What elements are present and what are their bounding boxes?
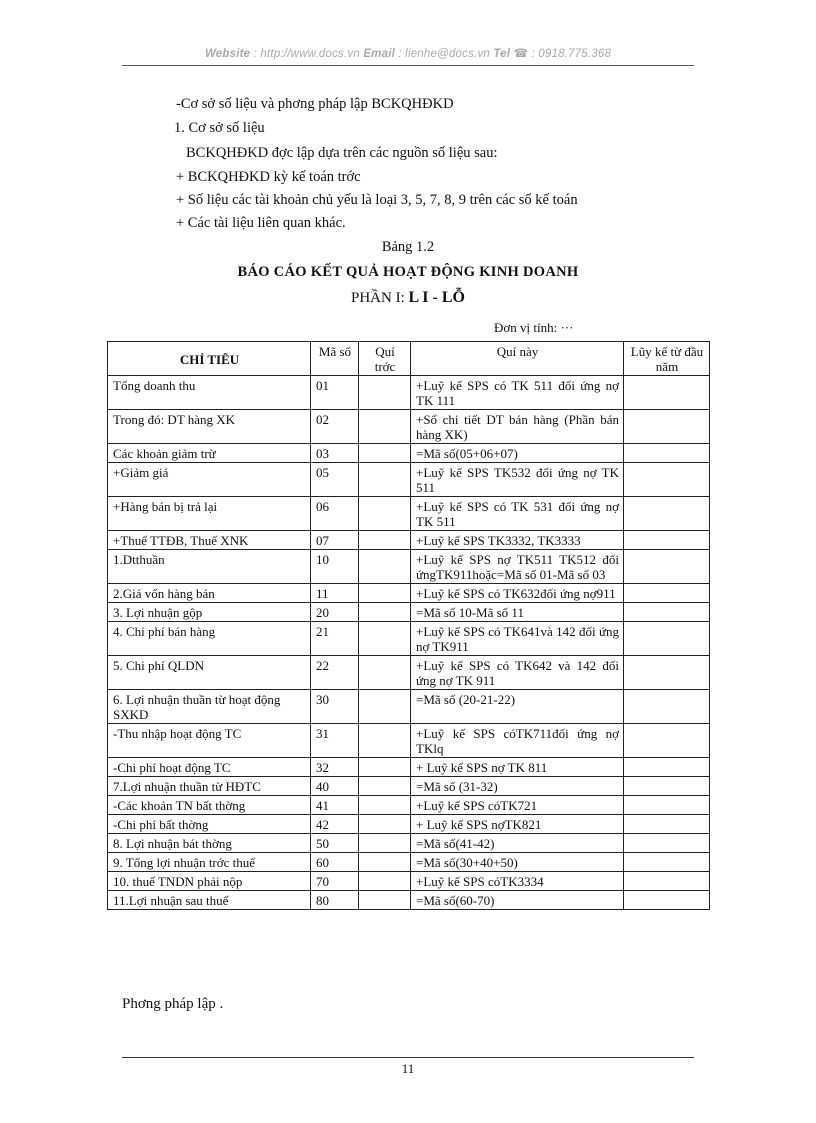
intro-line-4: + BCKQHĐKD kỳ kế toán trớc <box>176 169 361 185</box>
row-prev-quarter <box>359 758 411 777</box>
row-code: 07 <box>311 531 359 550</box>
row-accumulated <box>624 815 710 834</box>
part-name: L I - LỖ <box>408 289 465 306</box>
table-row <box>108 656 710 690</box>
row-method: +Luỹ kế SPS nợ TK511 TK512 đối ứngTK911hoặc=Mã số 01-Mã số 03 <box>411 550 624 584</box>
table-row <box>108 376 710 410</box>
row-accumulated <box>624 891 710 910</box>
row-method: +Luỹ kế SPS cóTK711đối ứng nợ TKlq <box>411 724 624 758</box>
row-prev-quarter <box>359 853 411 872</box>
row-name: -Chi phí hoạt động TC <box>108 758 311 777</box>
row-code: 01 <box>311 376 359 410</box>
row-accumulated <box>624 584 710 603</box>
row-name: +Giảm giá <box>108 463 311 497</box>
intro-line-6: + Các tài liệu liên quan khác. <box>176 215 346 231</box>
row-name: 5. Chi phí QLDN <box>108 656 311 690</box>
row-name: -Chi phí bất thờng <box>108 815 311 834</box>
row-code: 03 <box>311 444 359 463</box>
row-code: 70 <box>311 872 359 891</box>
intro-line-5: + Số liệu các tài khoản chủ yếu là loại 3, 5, 7, 8, 9 trên các sổ kế toán <box>176 192 578 208</box>
row-method: +Luỹ kế SPS cóTK721 <box>411 796 624 815</box>
row-prev-quarter <box>359 724 411 758</box>
table-row <box>108 777 710 796</box>
row-method: +Luỹ kế SPS có TK 511 đối ứng nợ TK 111 <box>411 376 624 410</box>
row-accumulated <box>624 603 710 622</box>
table-row <box>108 410 710 444</box>
intro-line-1: -Cơ sở số liệu và phơng pháp lập BCKQHĐKD <box>176 96 454 112</box>
row-accumulated <box>624 622 710 656</box>
row-prev-quarter <box>359 622 411 656</box>
row-code: 41 <box>311 796 359 815</box>
table-row <box>108 690 710 724</box>
row-accumulated <box>624 463 710 497</box>
row-name: 9. Tổng lợi nhuận trớc thuế <box>108 853 311 872</box>
row-method: +Sổ chi tiết DT bán hàng (Phần bán hàng XK) <box>411 410 624 444</box>
row-accumulated <box>624 531 710 550</box>
email-label: Email <box>363 48 395 60</box>
report-table <box>107 341 710 910</box>
row-name: Tổng doanh thu <box>108 376 311 410</box>
row-name: 8. Lợi nhuận bát thờng <box>108 834 311 853</box>
row-prev-quarter <box>359 584 411 603</box>
row-method: + Luỹ kế SPS nợTK821 <box>411 815 624 834</box>
row-code: 40 <box>311 777 359 796</box>
row-name: 1.Dtthuần <box>108 550 311 584</box>
row-prev-quarter <box>359 777 411 796</box>
row-name: +Hàng bán bị trả lại <box>108 497 311 531</box>
row-method: +Luỹ kế SPS cóTK3334 <box>411 872 624 891</box>
row-method: =Mã số(30+40+50) <box>411 853 624 872</box>
row-prev-quarter <box>359 463 411 497</box>
table-row <box>108 758 710 777</box>
row-code: 80 <box>311 891 359 910</box>
row-name: -Thu nhập hoạt động TC <box>108 724 311 758</box>
row-name: 2.Giá vốn hàng bán <box>108 584 311 603</box>
row-prev-quarter <box>359 891 411 910</box>
table-row <box>108 444 710 463</box>
table-row <box>108 463 710 497</box>
row-method: =Mã số 10-Mã số 11 <box>411 603 624 622</box>
method-heading: Phơng pháp lập . <box>122 996 224 1012</box>
row-code: 60 <box>311 853 359 872</box>
row-accumulated <box>624 690 710 724</box>
row-code: 42 <box>311 815 359 834</box>
row-prev-quarter <box>359 376 411 410</box>
row-name: Các khoản giảm trừ <box>108 444 311 463</box>
row-method: +Luỹ kế SPS có TK641và 142 đối ứng nợ TK911 <box>411 622 624 656</box>
tel-label: Tel <box>493 48 511 60</box>
table-caption: Bảng 1.2 <box>381 239 435 255</box>
table-header-row <box>108 342 710 376</box>
row-method: =Mã số (20-21-22) <box>411 690 624 724</box>
row-code: 11 <box>311 584 359 603</box>
row-accumulated <box>624 834 710 853</box>
row-accumulated <box>624 376 710 410</box>
row-method: =Mã số(60-70) <box>411 891 624 910</box>
row-prev-quarter <box>359 690 411 724</box>
row-name: 7.Lợi nhuận thuần từ HĐTC <box>108 777 311 796</box>
table-row <box>108 891 710 910</box>
footer-divider <box>122 1057 694 1058</box>
row-code: 50 <box>311 834 359 853</box>
header-code: Mã số <box>311 342 359 376</box>
table-row <box>108 603 710 622</box>
row-code: 21 <box>311 622 359 656</box>
table-row <box>108 622 710 656</box>
tel-value: ☎ : 0918.775.368 <box>510 48 612 60</box>
unit-label: Đơn vị tính: ··· <box>494 320 574 335</box>
intro-line-2: 1. Cơ sở số liệu <box>174 120 265 136</box>
row-prev-quarter <box>359 872 411 891</box>
header-accum: Lũy kế từ đầu năm <box>624 342 710 376</box>
row-method: =Mã số(41-42) <box>411 834 624 853</box>
row-accumulated <box>624 758 710 777</box>
table-row <box>108 872 710 891</box>
row-prev-quarter <box>359 531 411 550</box>
row-accumulated <box>624 410 710 444</box>
row-code: 02 <box>311 410 359 444</box>
row-code: 06 <box>311 497 359 531</box>
row-accumulated <box>624 550 710 584</box>
row-name: 10. thuế TNDN phải nộp <box>108 872 311 891</box>
row-name: 4. Chi phí bán hàng <box>108 622 311 656</box>
intro-line-3: BCKQHĐKD đợc lập dựa trên các nguồn số liệu sau: <box>186 145 498 161</box>
header-name: CHỈ TIÊU <box>108 342 311 376</box>
row-method: +Luỹ kế SPS có TK 531 đối ứng nợ TK 511 <box>411 497 624 531</box>
row-code: 20 <box>311 603 359 622</box>
row-accumulated <box>624 444 710 463</box>
header-curr: Quí này <box>411 342 624 376</box>
part-prefix: PHẦN I: <box>351 290 409 306</box>
row-prev-quarter <box>359 550 411 584</box>
row-accumulated <box>624 777 710 796</box>
email-value: : lienhe@docs.vn <box>395 48 494 60</box>
table-row <box>108 550 710 584</box>
row-code: 32 <box>311 758 359 777</box>
row-prev-quarter <box>359 834 411 853</box>
row-prev-quarter <box>359 815 411 834</box>
row-prev-quarter <box>359 497 411 531</box>
page-number: 11 <box>401 1061 415 1076</box>
row-prev-quarter <box>359 796 411 815</box>
report-title: BÁO CÁO KẾT QUẢ HOẠT ĐỘNG KINH DOANH <box>237 264 579 280</box>
row-code: 31 <box>311 724 359 758</box>
website-label: Website <box>204 48 251 60</box>
row-prev-quarter <box>359 656 411 690</box>
row-accumulated <box>624 724 710 758</box>
header-divider <box>122 65 694 66</box>
website-value: : http://www.docs.vn <box>250 48 364 60</box>
row-prev-quarter <box>359 603 411 622</box>
row-method: =Mã số(05+06+07) <box>411 444 624 463</box>
row-accumulated <box>624 796 710 815</box>
table-row <box>108 497 710 531</box>
row-code: 05 <box>311 463 359 497</box>
table-row <box>108 724 710 758</box>
row-accumulated <box>624 853 710 872</box>
row-accumulated <box>624 497 710 531</box>
row-prev-quarter <box>359 410 411 444</box>
row-method: +Luỹ kế SPS TK532 đối ứng nợ TK 511 <box>411 463 624 497</box>
table-row <box>108 834 710 853</box>
row-name: -Các khoản TN bất thờng <box>108 796 311 815</box>
row-name: 3. Lợi nhuận gộp <box>108 603 311 622</box>
header-prev: Quí trớc <box>359 342 411 376</box>
row-method: +Luỹ kế SPS có TK642 và 142 đối ứng nợ TK 911 <box>411 656 624 690</box>
row-method: + Luỹ kế SPS nợ TK 811 <box>411 758 624 777</box>
row-name: Trong đó: DT hàng XK <box>108 410 311 444</box>
table-row <box>108 853 710 872</box>
row-method: +Luỹ kế SPS có TK632đối ứng nợ911 <box>411 584 624 603</box>
row-accumulated <box>624 656 710 690</box>
table-row <box>108 815 710 834</box>
table-row <box>108 796 710 815</box>
row-name: 11.Lợi nhuận sau thuế <box>108 891 311 910</box>
table-row <box>108 531 710 550</box>
row-name: 6. Lợi nhuận thuần từ hoạt động SXKD <box>108 690 311 724</box>
row-code: 22 <box>311 656 359 690</box>
row-accumulated <box>624 872 710 891</box>
row-name: +Thuế TTĐB, Thuế XNK <box>108 531 311 550</box>
row-method: =Mã số (31-32) <box>411 777 624 796</box>
row-code: 10 <box>311 550 359 584</box>
row-prev-quarter <box>359 444 411 463</box>
row-code: 30 <box>311 690 359 724</box>
table-row <box>108 584 710 603</box>
part-heading <box>0 289 816 307</box>
page-header <box>122 46 694 60</box>
row-method: +Luỹ kế SPS TK3332, TK3333 <box>411 531 624 550</box>
